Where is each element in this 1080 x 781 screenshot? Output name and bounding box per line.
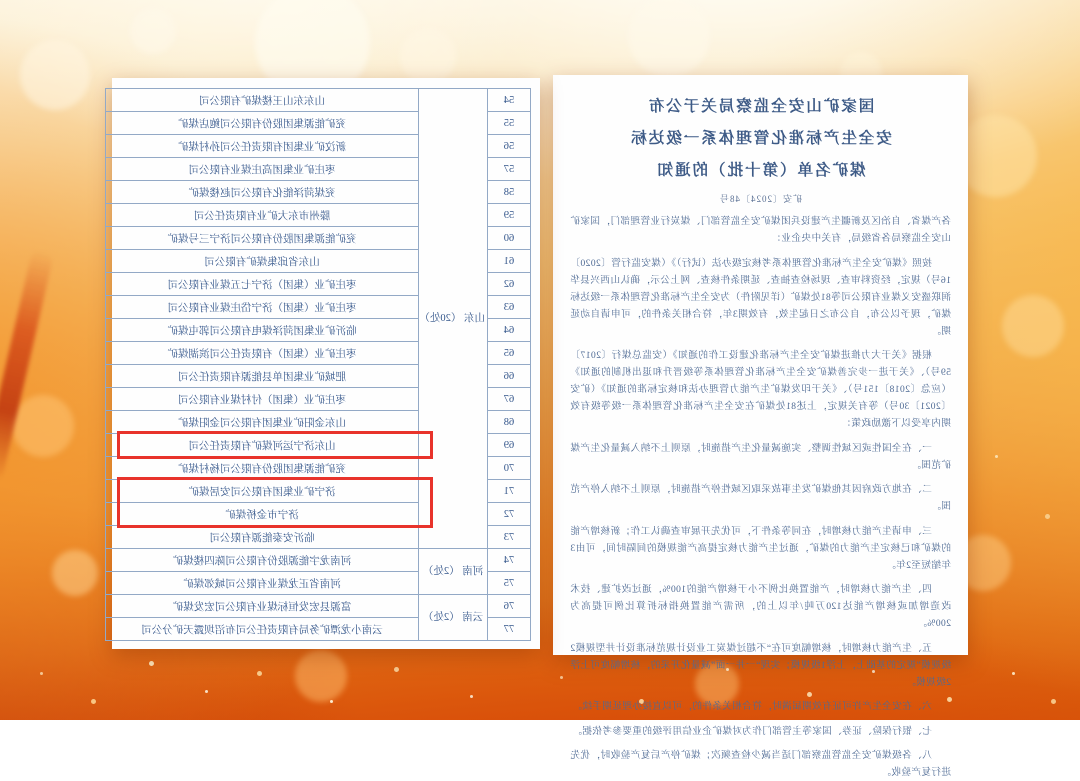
serial-cell: 69 xyxy=(488,434,531,457)
mine-name-cell: 枣庄矿业（集团）付村煤业有限公司 xyxy=(106,388,419,411)
notice-paragraph: 三、申请生产能力核增时，在同等条件下，可优先开展审查确认工作；新核增产能的煤矿和已核定生产能力的煤矿，通过生产能力核定提高产能规模的间隔时间，可由3年缩短至2年。 xyxy=(570,525,951,571)
mine-name-cell: 兖矿能源集团股份有限公司鲍店煤矿 xyxy=(106,112,419,135)
mine-name-cell: 滕州市东大矿业有限责任公司 xyxy=(106,204,419,227)
table-row xyxy=(106,595,531,618)
mine-name-cell: 济宁市金桥煤矿 xyxy=(106,503,419,526)
mine-name-cell: 肥城矿业集团单县能源有限责任公司 xyxy=(106,365,419,388)
serial-cell: 74 xyxy=(488,549,531,572)
notice-paragraph: 根据《关于大力推进煤矿安全生产标准化建设工作的通知》（安监总煤行〔2017〕59号）、《关于进一步完善煤矿安全生产标准化管理体系等级晋升和退出机制的通知》（应急〔2018〕151号）、《关于印发煤矿生产能力管理办法和核定标准的通知》（矿安〔2021〕30号）等有关规定，上述81处煤矿在安全生产标准化管理体系一级等级有效期内享受以下激励政策： xyxy=(570,350,951,429)
mine-name-cell: 山东济宁运河煤矿有限责任公司 xyxy=(106,434,419,457)
serial-cell: 61 xyxy=(488,250,531,273)
province-cell: 山东 （20处） xyxy=(419,89,488,549)
mine-name-cell: 新汶矿业集团有限责任公司孙村煤矿 xyxy=(106,135,419,158)
table-row xyxy=(106,89,531,112)
province-cell: 云南 （2处） xyxy=(419,595,488,641)
serial-cell: 70 xyxy=(488,457,531,480)
mine-table-body xyxy=(106,89,531,641)
mine-name-cell: 兖矿能源集团股份有限公司济宁三号煤矿 xyxy=(106,227,419,250)
serial-cell: 67 xyxy=(488,388,531,411)
serial-cell: 65 xyxy=(488,342,531,365)
serial-cell: 71 xyxy=(488,480,531,503)
province-cell: 河南 （2处） xyxy=(419,549,488,595)
mine-name-cell: 枣庄矿业（集团）有限责任公司滨湖煤矿 xyxy=(106,342,419,365)
serial-cell: 64 xyxy=(488,319,531,342)
notice-page xyxy=(553,75,968,778)
notice-title-line-2: 安全生产标准化管理体系一级达标 xyxy=(629,130,892,147)
mine-name-cell: 枣庄矿业集团高庄煤业有限公司 xyxy=(106,158,419,181)
notice-paragraph: 二、在地方政府因其他煤矿发生事故采取区域性停产措施时，原则上不纳入停产范围。 xyxy=(570,484,951,512)
serial-cell: 56 xyxy=(488,135,531,158)
table-row xyxy=(106,549,531,572)
notice-paragraph: 七、银行保险、证券、国家等主管部门作为对煤矿企业信用评级的重要参考依据。 xyxy=(572,725,932,737)
serial-cell: 60 xyxy=(488,227,531,250)
serial-cell: 59 xyxy=(488,204,531,227)
notice-paragraph: 五、生产能力核增时，核增幅度可在“不超过煤炭工业设计规范标准设计井型规模2级规模”规定的基础上，上浮1级规模；实现“一井一面”减量化开采的，核增幅度可上浮2级规模。 xyxy=(570,642,951,688)
serial-cell: 57 xyxy=(488,158,531,181)
highlight-box xyxy=(117,431,433,459)
notice-paragraph: 按照《煤矿安全生产标准化管理体系考核定级办法（试行）》（煤安监行管〔2020〕16号）规定，经资料审查、现场检查抽查、延期条件核查、网上公示，确认山西兴县华润联盛安义煤业有限公司等81处煤矿（详见附件）为安全生产标准化管理体系一级达标煤矿，现予以公布，自公布之日起生效，有效期3年，符合相关条件的，可申请自动延期。 xyxy=(570,257,951,337)
document-number: 矿安〔2024〕48号 xyxy=(719,194,803,204)
highlight-box xyxy=(117,477,433,528)
mine-name-cell: 兖煤菏泽能化有限公司赵楼煤矿 xyxy=(106,181,419,204)
mine-name-cell: 临沂安泰能源有限公司 xyxy=(106,526,419,549)
serial-cell: 72 xyxy=(488,503,531,526)
mine-name-cell: 枣庄矿业（集团）济宁岱庄煤业有限公司 xyxy=(106,296,419,319)
mine-name-cell: 山东东山王楼煤矿有限公司 xyxy=(106,89,419,112)
serial-cell: 66 xyxy=(488,365,531,388)
serial-cell: 55 xyxy=(488,112,531,135)
notice-paragraph: 一、在全国性或区域性调整、实施减量化生产措施时，原则上不纳入减量化生产煤矿范围。 xyxy=(570,442,951,471)
serial-cell: 73 xyxy=(488,526,531,549)
mine-list-page xyxy=(112,78,540,649)
serial-cell: 68 xyxy=(488,411,531,434)
notice-paragraph: 各产煤省、自治区及新疆生产建设兵团煤矿安全监管部门、煤炭行业管理部门，国家矿山安全监察局各省级局，有关中央企业： xyxy=(570,216,951,244)
notice-paragraph: 四、生产能力核增时，产能置换比例不小于核增产能的100%，通过改扩建、技术改造增加或核增产能达120万吨/年以上的，所需产能置换指标折算比例可提高为200%。 xyxy=(570,584,951,629)
mine-name-cell: 山东金阳矿业集团有限公司金阳煤矿 xyxy=(106,411,419,434)
notice-title-line-1: 国家矿山安全监察局关于公布 xyxy=(646,98,875,115)
mine-name-cell: 济宁矿业集团有限公司安居煤矿 xyxy=(106,480,419,503)
mine-name-cell: 山东省邱集煤矿有限公司 xyxy=(106,250,419,273)
notice-title-line-3: 煤矿名单（第十批）的通知 xyxy=(655,162,866,179)
mine-name-cell: 河南省正龙煤业有限公司城郊煤矿 xyxy=(106,572,419,595)
notice-paragraph: 六、在安全生产许可证有效期届满时，符合相关条件的，可以直接办理延期手续。 xyxy=(572,701,932,712)
serial-cell: 77 xyxy=(488,618,531,641)
notice-paragraph: 八、各级煤矿安全监管监察部门适当减少检查频次；煤矿停产后复产验收时，优先进行复产验收。 xyxy=(570,750,951,778)
serial-cell: 76 xyxy=(488,595,531,618)
notice-body xyxy=(570,213,951,781)
serial-cell: 75 xyxy=(488,572,531,595)
mine-table xyxy=(105,88,531,641)
serial-cell: 63 xyxy=(488,296,531,319)
mine-name-cell: 兖矿能源集团股份有限公司杨村煤矿 xyxy=(106,457,419,480)
mine-name-cell: 枣庄矿业（集团）济宁七五煤业有限公司 xyxy=(106,273,419,296)
serial-cell: 62 xyxy=(488,273,531,296)
mine-name-cell: 河南龙宇能源股份有限公司陈四楼煤矿 xyxy=(106,549,419,572)
mine-name-cell: 临沂矿业集团菏泽煤电有限公司郭屯煤矿 xyxy=(106,319,419,342)
serial-cell: 58 xyxy=(488,181,531,204)
mine-name-cell: 云南小龙潭矿务局有限责任公司布沼坝露天矿分公司 xyxy=(106,618,419,641)
serial-cell: 54 xyxy=(488,89,531,112)
mine-name-cell: 富源县宏发恒标煤业有限公司宏发煤矿 xyxy=(106,595,419,618)
